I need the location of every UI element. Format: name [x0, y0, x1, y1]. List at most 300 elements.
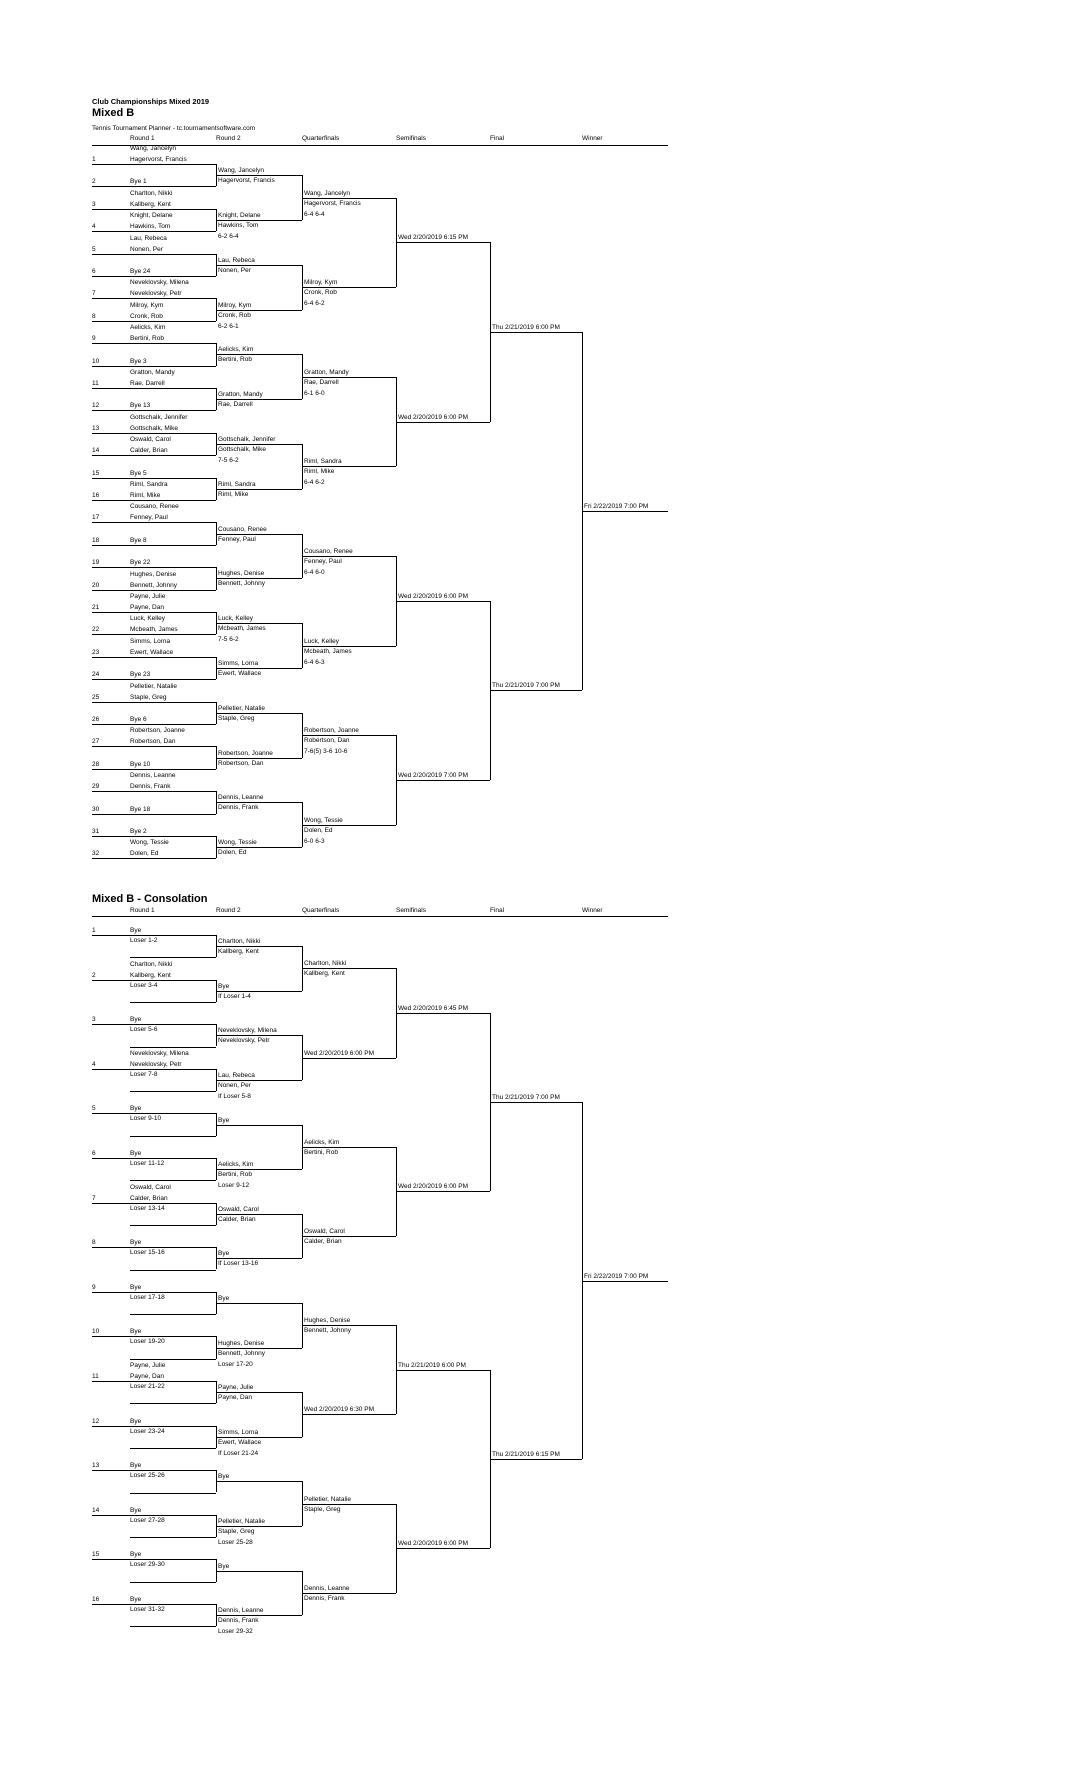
player-name: Charlton, Nikki — [218, 938, 261, 946]
draw-line — [92, 590, 216, 591]
draw-position: 10 — [92, 1328, 100, 1336]
draw-line — [92, 1336, 216, 1337]
player-name: Bye 22 — [130, 559, 151, 567]
player-name: Dennis, Frank — [218, 804, 259, 812]
round2-line — [216, 175, 302, 176]
player-name: Bye 24 — [130, 268, 151, 275]
player-name: Dolen, Ed — [218, 849, 247, 857]
player-name: Cousano, Renee — [304, 548, 353, 555]
match-score: 6-4 6-2 — [304, 479, 325, 487]
loser-line — [130, 1002, 216, 1003]
draw-line — [92, 1470, 216, 1471]
player-name: Dennis, Frank — [130, 783, 171, 791]
round2-line — [216, 1615, 302, 1616]
player-name: Gratton, Mandy — [304, 368, 349, 376]
draw-position: 8 — [92, 312, 96, 320]
player-name: Bertini, Rob — [218, 356, 252, 364]
draw-position: 15 — [92, 469, 100, 477]
final-line — [490, 1102, 582, 1103]
player-name: Oswald, Carol — [130, 436, 171, 444]
loser-slot: Loser 15-16 — [130, 1249, 165, 1257]
player-name: Lau, Rebeca — [218, 256, 255, 264]
quarterfinal-line — [302, 1593, 396, 1594]
player-name: Bennett, Johnny — [218, 1349, 265, 1357]
draw-position: 16 — [92, 492, 100, 499]
loser-slot: Loser 7-8 — [130, 1070, 158, 1078]
quarterfinal-line — [302, 1414, 396, 1415]
draw-line — [92, 724, 216, 725]
loser-line — [130, 1314, 216, 1315]
player-name: Robertson, Joanne — [218, 749, 273, 757]
column-header: Final — [490, 907, 505, 914]
draw-line — [92, 1381, 216, 1382]
draw-line — [92, 791, 216, 792]
round2-line — [216, 399, 302, 400]
player-name: Luck, Kelley — [218, 615, 254, 623]
player-name: Nonen, Per — [130, 245, 163, 253]
draw-line — [92, 321, 216, 322]
loser-line — [130, 1270, 216, 1271]
draw-position: 32 — [92, 850, 100, 858]
player-name: Bye — [130, 927, 142, 934]
loser-slot: Loser 21-22 — [130, 1383, 165, 1390]
round2-line — [216, 534, 302, 535]
loser-slot: Loser 3-4 — [130, 981, 158, 989]
player-name: Payne, Dan — [130, 604, 164, 611]
planner-credit: Tennis Tournament Planner - tc.tournamentsoftware.com — [92, 125, 256, 132]
match-score: 7-6(5) 3-6 10-6 — [304, 748, 348, 756]
draw-line — [92, 814, 216, 815]
draw-line — [92, 343, 216, 344]
column-header: Semifinals — [396, 135, 426, 142]
player-name: Cronk, Rob — [130, 312, 163, 320]
player-name: Dennis, Leanne — [304, 1584, 350, 1592]
player-name: Bye — [218, 1116, 230, 1124]
player-name: Simms, Lorna — [130, 637, 171, 645]
player-name: Bye — [130, 1283, 142, 1291]
player-name: Dennis, Frank — [218, 1617, 259, 1625]
draw-position: 1 — [92, 156, 96, 163]
round2-line — [216, 991, 302, 992]
draw-position: 26 — [92, 716, 100, 723]
player-name: Payne, Julie — [130, 593, 166, 600]
player-name: Rae, Darrell — [218, 401, 253, 409]
player-name: Wong, Tessie — [218, 839, 257, 847]
loser-line — [130, 1493, 216, 1494]
draw-position: 6 — [92, 1150, 96, 1157]
draw-line — [92, 769, 216, 770]
round2-line — [216, 1571, 302, 1572]
draw-line — [92, 276, 216, 277]
match-score: 6-4 6-3 — [304, 658, 325, 666]
loser-slot: Loser 5-6 — [130, 1026, 158, 1034]
draw-line — [92, 1024, 216, 1025]
quarterfinal-line — [302, 1325, 396, 1326]
round2-line — [216, 623, 302, 624]
player-name: Robertson, Joanne — [304, 727, 359, 735]
draw-position: 4 — [92, 1060, 96, 1068]
column-header: Round 2 — [216, 135, 241, 142]
player-name: Bye 13 — [130, 402, 151, 410]
player-name: Charlton, Nikki — [304, 960, 347, 968]
loser-slot: Loser 11-12 — [130, 1160, 165, 1167]
player-name: If Loser 1-4 — [218, 992, 251, 1000]
player-name: Dolen, Ed — [304, 826, 333, 834]
draw-position: 2 — [92, 971, 96, 979]
loser-line — [130, 957, 216, 958]
player-name: Kallberg, Kent — [218, 948, 259, 956]
player-name: Hagervorst, Francis — [130, 156, 187, 163]
draw-line — [92, 455, 216, 456]
match-schedule: Thu 2/21/2019 7:00 PM — [492, 682, 560, 690]
player-name: Kallberg, Kent — [130, 200, 171, 208]
player-name: Wang, Jancelyn — [304, 189, 351, 197]
document-title: Club Championships Mixed 2019 — [92, 97, 210, 106]
draw-position: 13 — [92, 424, 100, 432]
semifinal-line — [396, 601, 490, 602]
draw-line — [92, 980, 216, 981]
player-name: If Loser 5-8 — [218, 1092, 251, 1100]
quarterfinal-line — [302, 825, 396, 826]
semifinal-line — [396, 422, 490, 423]
loser-slot: Loser 17-18 — [130, 1293, 165, 1301]
column-header: Round 1 — [130, 135, 155, 142]
draw-line — [92, 209, 216, 210]
player-name: Payne, Dan — [130, 1373, 164, 1380]
draw-position: 7 — [92, 290, 96, 298]
draw-line — [92, 858, 216, 859]
player-name: Robertson, Dan — [218, 759, 264, 767]
player-name: Ewert, Wallace — [218, 670, 262, 677]
draw-position: 11 — [92, 380, 99, 387]
player-name: Pelletier, Natalie — [218, 1517, 265, 1525]
player-name: Bye 2 — [130, 828, 147, 835]
final-line — [490, 332, 582, 333]
draw-position: 4 — [92, 223, 96, 231]
draw-line — [92, 388, 216, 389]
player-name: Dennis, Leanne — [218, 794, 264, 802]
player-name: Hawkins, Tom — [130, 223, 171, 231]
player-name: Cousano, Renee — [218, 525, 267, 533]
player-name: Neveklovsky, Petr — [130, 1060, 182, 1068]
player-name: Hagervorst, Francis — [218, 177, 275, 185]
player-name: Gratton, Mandy — [130, 369, 175, 376]
header-rule — [92, 145, 668, 146]
player-name: Luck, Kelley — [304, 637, 340, 645]
player-name: Robertson, Dan — [130, 738, 176, 746]
round2-line — [216, 220, 302, 221]
quarterfinal-line — [302, 466, 396, 467]
round2-line — [216, 489, 302, 490]
draw-line — [92, 1203, 216, 1204]
quarterfinal-line — [302, 1236, 396, 1237]
draw-line — [92, 500, 216, 501]
match-schedule: Thu 2/21/2019 6:00 PM — [398, 1361, 466, 1369]
round2-line — [216, 1214, 302, 1215]
match-score: 6-4 6-2 — [304, 300, 325, 308]
player-name: Bye — [130, 1150, 142, 1157]
player-name: Bye — [218, 1562, 230, 1570]
match-schedule: Wed 2/20/2019 6:00 PM — [398, 1540, 468, 1548]
draw-position: 3 — [92, 200, 96, 208]
draw-position: 19 — [92, 559, 100, 567]
player-name: Bennett, Johnny — [304, 1327, 351, 1335]
column-header: Winner — [582, 907, 603, 914]
player-name: Aelicks, Kim — [218, 1161, 254, 1169]
winner-line — [582, 1281, 668, 1282]
player-name: Robertson, Joanne — [130, 727, 185, 735]
draw-line — [92, 254, 216, 255]
draw-position: 2 — [92, 178, 96, 186]
player-name: Bye 3 — [130, 357, 147, 365]
player-name: Ewert, Wallace — [130, 648, 174, 656]
player-name: Gottschalk, Jennifer — [130, 413, 188, 421]
player-name: Bye 18 — [130, 805, 151, 813]
quarterfinal-line — [302, 377, 396, 378]
final-line — [490, 690, 582, 691]
loser-line — [130, 1047, 216, 1048]
draw-position: 10 — [92, 357, 100, 365]
player-name: Wong, Tessie — [130, 839, 169, 847]
player-name: Gottschalk, Mike — [218, 446, 267, 453]
match-schedule: Thu 2/21/2019 7:00 PM — [492, 1094, 560, 1102]
player-name: Pelletier, Natalie — [130, 682, 177, 690]
player-name: Bennett, Johnny — [218, 580, 265, 588]
player-name: Dolen, Ed — [130, 850, 159, 858]
draw-position: 14 — [92, 447, 100, 455]
player-name: Riml, Sandra — [130, 481, 168, 488]
draw-position: 9 — [92, 335, 96, 343]
round2-line — [216, 310, 302, 311]
match-schedule: Wed 2/20/2019 6:00 PM — [398, 413, 468, 421]
quarterfinal-line — [302, 735, 396, 736]
semifinal-line — [396, 1548, 490, 1549]
player-name: Bertini, Rob — [218, 1171, 252, 1179]
player-name: Lau, Rebeca — [218, 1071, 255, 1079]
quarterfinal-line — [302, 1504, 396, 1505]
draw-line — [92, 1426, 216, 1427]
player-name: Wang, Jancelyn — [130, 145, 177, 152]
player-name: Nonen, Per — [218, 266, 251, 274]
player-name: Aelicks, Kim — [304, 1138, 340, 1146]
draw-line — [92, 1069, 216, 1070]
match-score: 7-5 6-2 — [218, 457, 239, 464]
player-name: Bertini, Rob — [130, 335, 164, 343]
draw-line — [92, 836, 216, 837]
quarterfinal-line — [302, 1147, 396, 1148]
column-header: Round 1 — [130, 907, 155, 914]
match-score: 6-4 6-4 — [304, 210, 325, 218]
draw-position: 9 — [92, 1283, 96, 1291]
player-name: Neveklovsky, Milena — [218, 1027, 277, 1035]
round2-line — [216, 578, 302, 579]
round2-line — [216, 1348, 302, 1349]
player-name: Wed 2/20/2019 6:00 PM — [304, 1049, 374, 1057]
match-schedule: Wed 2/20/2019 6:00 PM — [398, 1183, 468, 1191]
round2-line — [216, 265, 302, 266]
draw-line — [92, 1559, 216, 1560]
player-name: Knight, Delane — [130, 212, 173, 220]
player-name: Bye — [130, 1462, 142, 1470]
draw-line — [92, 702, 216, 703]
player-name: Bye 10 — [130, 760, 151, 768]
player-name: If Loser 13-16 — [218, 1260, 259, 1268]
player-name: Payne, Julie — [218, 1384, 254, 1392]
player-name: Kallberg, Kent — [304, 970, 345, 978]
final-line — [490, 1459, 582, 1460]
draw-position: 31 — [92, 828, 100, 835]
player-name: Bye — [218, 982, 230, 990]
player-name: Staple, Greg — [130, 693, 167, 701]
quarterfinal-line — [302, 968, 396, 969]
player-name: Bye — [130, 1506, 142, 1514]
player-name: Aelicks, Kim — [130, 324, 166, 332]
draw-line — [92, 1604, 216, 1605]
player-name: Gottschalk, Jennifer — [218, 436, 276, 443]
player-name: Calder, Brian — [130, 1194, 168, 1202]
quarterfinal-line — [302, 287, 396, 288]
player-name: Simms, Lorna — [218, 660, 259, 667]
player-name: Robertson, Dan — [304, 737, 350, 745]
draw-position: 17 — [92, 514, 100, 522]
player-name: Bye — [130, 1105, 142, 1113]
player-name: Neveklovsky, Milena — [130, 279, 189, 287]
loser-slot: Loser 31-32 — [130, 1606, 165, 1613]
player-name: Riml, Mike — [218, 490, 249, 498]
winner-line — [582, 511, 668, 512]
draw-line — [92, 410, 216, 411]
player-name: Riml, Sandra — [304, 458, 342, 466]
player-name: Mcbeath, James — [130, 626, 178, 634]
draw-line — [92, 186, 216, 187]
draw-line — [92, 522, 216, 523]
column-header: Quarterfinals — [302, 907, 340, 914]
round2-line — [216, 1437, 302, 1438]
player-name: Hughes, Denise — [130, 570, 177, 578]
column-header: Final — [490, 135, 505, 142]
draw-line — [92, 1158, 216, 1159]
match-score: 6-1 6-0 — [304, 389, 325, 397]
draw-line — [92, 433, 216, 434]
draw-position: 23 — [92, 648, 100, 656]
draw-line — [92, 935, 216, 936]
draw-line — [92, 657, 216, 658]
draw-position: 12 — [92, 402, 100, 410]
round2-line — [216, 802, 302, 803]
player-name: Bye — [218, 1294, 230, 1302]
player-name: Gottschalk, Mike — [130, 424, 179, 432]
loser-line — [130, 1180, 216, 1181]
section-title: Mixed B - Consolation — [92, 893, 208, 905]
player-name: Cronk, Rob — [218, 311, 251, 319]
column-header: Quarterfinals — [302, 135, 340, 142]
round2-line — [216, 1035, 302, 1036]
quarterfinal-line — [302, 1058, 396, 1059]
column-header: Winner — [582, 135, 603, 142]
player-name: Rae, Darrell — [304, 378, 339, 386]
loser-slot: Loser 1-2 — [130, 937, 158, 944]
draw-position: 22 — [92, 626, 100, 634]
draw-position: 8 — [92, 1239, 96, 1247]
header-rule — [92, 916, 668, 917]
semifinal-line — [396, 1191, 490, 1192]
player-name: Loser 17-20 — [218, 1360, 253, 1368]
draw-position: 7 — [92, 1194, 96, 1202]
player-name: Luck, Kelley — [130, 615, 166, 623]
player-name: Milroy, Kym — [218, 301, 252, 309]
loser-line — [130, 1091, 216, 1092]
player-name: Charlton, Nikki — [130, 189, 173, 197]
player-name: Bye — [130, 1417, 142, 1425]
draw-position: 5 — [92, 1105, 96, 1113]
draw-line — [92, 1113, 216, 1114]
player-name: Loser 25-28 — [218, 1538, 253, 1546]
draw-position: 24 — [92, 671, 100, 679]
draw-line — [92, 545, 216, 546]
player-name: Gratton, Mandy — [218, 391, 263, 399]
semifinal-line — [396, 1013, 490, 1014]
semifinal-line — [396, 780, 490, 781]
player-name: Kallberg, Kent — [130, 971, 171, 979]
draw-position: 6 — [92, 268, 96, 275]
player-name: Riml, Mike — [130, 492, 161, 499]
loser-line — [130, 1403, 216, 1404]
column-header: Round 2 — [216, 907, 241, 914]
draw-line — [92, 746, 216, 747]
section-title: Mixed B — [92, 107, 135, 119]
player-name: Neveklovsky, Petr — [130, 290, 182, 298]
player-name: Cousano, Renee — [130, 503, 179, 511]
player-name: Bye — [130, 1239, 142, 1247]
winner-schedule: Fri 2/22/2019 7:00 PM — [584, 1272, 649, 1280]
semifinal-line — [396, 242, 490, 243]
column-header: Semifinals — [396, 907, 426, 914]
loser-line — [130, 1225, 216, 1226]
draw-position: 13 — [92, 1462, 100, 1470]
match-schedule: Wed 2/20/2019 6:45 PM — [398, 1005, 468, 1013]
quarterfinal-line — [302, 198, 396, 199]
player-name: Dennis, Leanne — [218, 1607, 264, 1615]
draw-position: 28 — [92, 760, 100, 768]
round2-line — [216, 1481, 302, 1482]
player-name: Lau, Rebeca — [130, 234, 167, 242]
player-name: Wed 2/20/2019 6:30 PM — [304, 1406, 374, 1414]
draw-line — [92, 231, 216, 232]
player-name: Aelicks, Kim — [218, 346, 254, 354]
player-name: Oswald, Carol — [218, 1205, 259, 1213]
draw-position: 25 — [92, 693, 100, 701]
match-schedule: Thu 2/21/2019 6:00 PM — [492, 324, 560, 331]
player-name: Oswald, Carol — [130, 1183, 171, 1191]
player-name: Riml, Mike — [304, 468, 335, 476]
player-name: Charlton, Nikki — [130, 960, 173, 968]
round2-line — [216, 758, 302, 759]
player-name: Bye — [130, 1016, 142, 1024]
draw-position: 11 — [92, 1373, 99, 1380]
player-name: Dennis, Frank — [304, 1594, 345, 1602]
player-name: Bye — [130, 1551, 142, 1559]
match-score: 6-4 6-0 — [304, 569, 325, 576]
player-name: Oswald, Carol — [304, 1228, 345, 1236]
player-name: Ewert, Wallace — [218, 1438, 262, 1446]
round2-line — [216, 1080, 302, 1081]
round2-line — [216, 946, 302, 947]
player-name: Bye 6 — [130, 716, 147, 723]
loser-slot: Loser 23-24 — [130, 1427, 165, 1435]
player-name: Bye — [218, 1250, 230, 1258]
player-name: Bye — [218, 1473, 230, 1481]
loser-line — [130, 1582, 216, 1583]
